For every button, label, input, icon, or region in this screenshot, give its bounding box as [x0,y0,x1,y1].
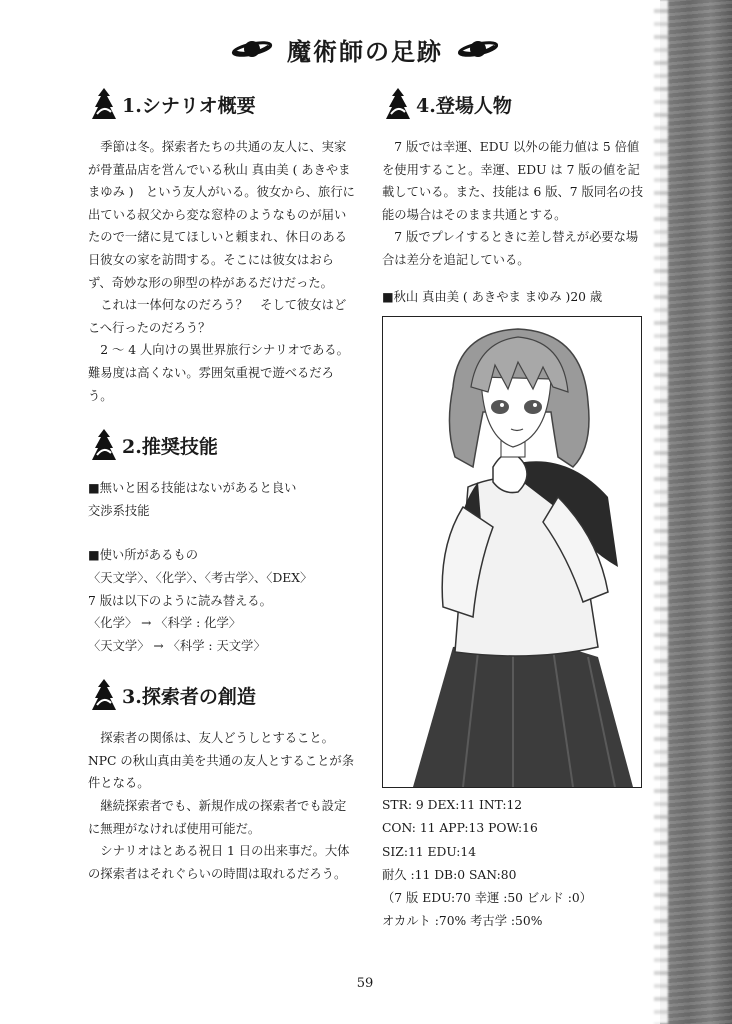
planet-icon [457,37,499,61]
section-overview [88,86,356,407]
paragraph: これは一体何なのだろう？ そして彼女はどこへ行ったのだろう？ [88,298,347,335]
section-skills [88,427,356,657]
torn-paper-edge [660,0,732,1024]
paragraph: 継続探索者でも、新規作成の探索者でも設定に無理がなければ使用可能だ。 [88,799,347,836]
section-heading [382,86,644,122]
section-title: 1.シナリオ概要 [122,94,256,117]
section-heading [88,677,356,713]
page-number: 59 [356,976,374,991]
section-heading [88,86,356,122]
page-title: 魔術師の足跡 [287,36,443,66]
girl-portrait-illustration [383,317,641,787]
stat-line: オカルト :70% 考古学 :50% [382,914,543,929]
stat-line: STR: 9 DEX:11 INT:12 [382,798,523,813]
character-illustration [382,316,642,788]
text-line: 〈化学〉 → 〈科学 : 化学〉 [88,616,242,631]
paragraph: 2 ～ 4 人向けの異世界旅行シナリオである。難易度は高くない。雰囲気重視で遊べるだろう。 [88,343,349,403]
section-heading [88,427,356,463]
paragraph: 季節は冬。探索者たちの共通の友人に、実家が骨董品店を営んでいる秋山 真由美 ( あきやま まゆみ ) という友人がいる。彼女から、旅行に出ている叔父から変な窓枠のようなものが届いたので一緒に見てほしいと頼まれ、休日のある日彼女の家を訪問する。そこには彼女はおらず、奇妙な形の卵型の枠があるだけだった。 [88,140,355,290]
tree-emblem-icon [382,87,412,121]
paragraph: 探索者の関係は、友人どうしとすること。NPC の秋山真由美を共通の友人とすることが条件となる。 [88,731,354,791]
npc-stats [382,794,644,933]
paragraph: 7 版では幸運、EDU 以外の能力値は 5 倍値を使用すること。幸運、EDU は 7 版の値を記載している。また、技能は 6 版、7 版同名の技能の場合はそのまま共通とする。 [382,140,644,222]
section-title: 3.探索者の創造 [122,685,256,708]
page-title-block [220,26,510,72]
text-line: 交渉系技能 [88,503,150,518]
text-line: 〈天文学〉、〈化学〉、〈考古学〉、〈DEX〉 [88,570,313,585]
right-column [382,86,644,933]
stat-line: CON: 11 APP:13 POW:16 [382,821,538,836]
paragraph: 7 版でプレイするときに差し替えが必要な場合は差分を追記している。 [382,230,639,267]
text-line: ■無いと困る技能はないがあると良い [88,481,297,496]
planet-icon [231,37,273,61]
stat-line: SIZ:11 EDU:14 [382,844,477,859]
spacer [382,272,644,286]
text-line: 〈天文学〉 → 〈科学 : 天文学〉 [88,638,266,653]
paragraph: シナリオはとある祝日 1 日の出来事だ。大体の探索者はそれぐらいの時間は取れるだろう。 [88,844,350,881]
npc-label: ■秋山 真由美 ( あきやま まゆみ )20 歳 [382,289,603,304]
stat-line: 耐久 :11 DB:0 SAN:80 [382,867,517,882]
tree-emblem-icon [88,87,118,121]
text-line: ■使い所があるもの [88,548,198,563]
spacer [88,522,356,544]
stat-line: （7 版 EDU:70 幸運 :50 ビルド :0） [382,890,592,905]
left-column [88,86,356,885]
text-line: 7 版は以下のように読み替える。 [88,593,272,608]
section-creation [88,677,356,885]
section-title: 2.推奨技能 [122,435,218,458]
tree-emblem-icon [88,678,118,712]
section-title: 4.登場人物 [416,94,512,117]
tree-emblem-icon [88,428,118,462]
